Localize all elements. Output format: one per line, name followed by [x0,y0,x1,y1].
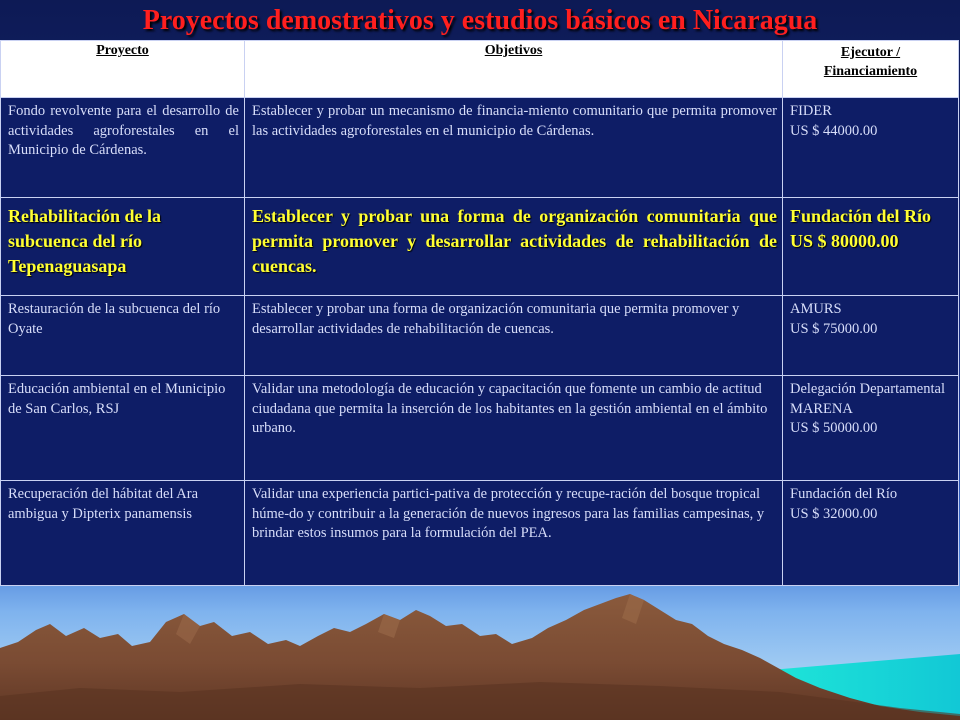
cell-objetivos: Establecer y probar una forma de organización comunitaria que permita promover y desarrollar actividades de rehabilitación de cuencas. [245,296,783,376]
header-objetivos: Objetivos [245,41,783,98]
ejecutor-name: AMURS [790,301,842,317]
cell-proyecto: Restauración de la subcuenca del río Oyate [1,296,245,376]
cell-ejecutor [783,481,959,586]
header-proyecto: Proyecto [1,41,245,98]
table-row [1,481,959,586]
ejecutor-name: Delegación Departamental MARENA [790,381,945,417]
header-ejecutor-line1: Ejecutor / [840,45,901,60]
ejecutor-amount: US $ 50000.00 [790,420,878,437]
cell-objetivos: Validar una experiencia partici-pativa de protección y recupe-ración del bosque tropical húme-do y contribuir a la generación de nuevos ingresos para las familias campesinas, y brindar estos insumos para la formulación del PEA. [245,481,783,586]
cell-objetivos: Establecer y probar una forma de organización comunitaria que permita promover y desarrollar actividades de rehabilitación de cuencas. [245,198,783,296]
cell-proyecto: Fondo revolvente para el desarrollo de actividades agroforestales en el Municipio de Cárdenas. [1,98,245,198]
cell-ejecutor [783,296,959,376]
cell-proyecto: Educación ambiental en el Municipio de San Carlos, RSJ [1,376,245,481]
table-row [1,376,959,481]
ejecutor-amount: US $ 32000.00 [790,505,878,522]
table-row [1,98,959,198]
table-row [1,296,959,376]
header-ejecutor-line2: Financiamiento [823,64,918,79]
ejecutor-name: Fundación del Río [790,486,898,502]
cell-objetivos: Establecer y probar un mecanismo de financia-miento comunitario que permita promover las actividades agroforestales en el municipio de Cárdenas. [245,98,783,198]
projects-table [0,40,959,586]
ejecutor-amount: US $ 44000.00 [790,122,878,139]
cell-objetivos: Validar una metodología de educación y capacitación que fomente un cambio de actitud ciudadana que permita la inserción de los habitantes en la gestión ambiental en el ámbito urbano. [245,376,783,481]
ejecutor-name: FIDER [790,103,832,119]
cell-ejecutor [783,198,959,296]
table-header-row [1,41,959,98]
mountain-landscape [0,584,960,720]
cell-proyecto: Rehabilitación de la subcuenca del río Tepenaguasapa [1,198,245,296]
cell-proyecto: Recuperación del hábitat del Ara ambigua y Dipterix panamensis [1,481,245,586]
cell-ejecutor [783,376,959,481]
ejecutor-amount: US $ 80000.00 [790,231,899,251]
header-ejecutor [783,41,959,98]
ejecutor-amount: US $ 75000.00 [790,320,878,337]
cell-ejecutor [783,98,959,198]
ejecutor-name: Fundación del Río [790,206,932,226]
slide-title: Proyectos demostrativos y estudios básicos en Nicaragua [142,5,818,36]
table-row-highlighted [1,198,959,296]
